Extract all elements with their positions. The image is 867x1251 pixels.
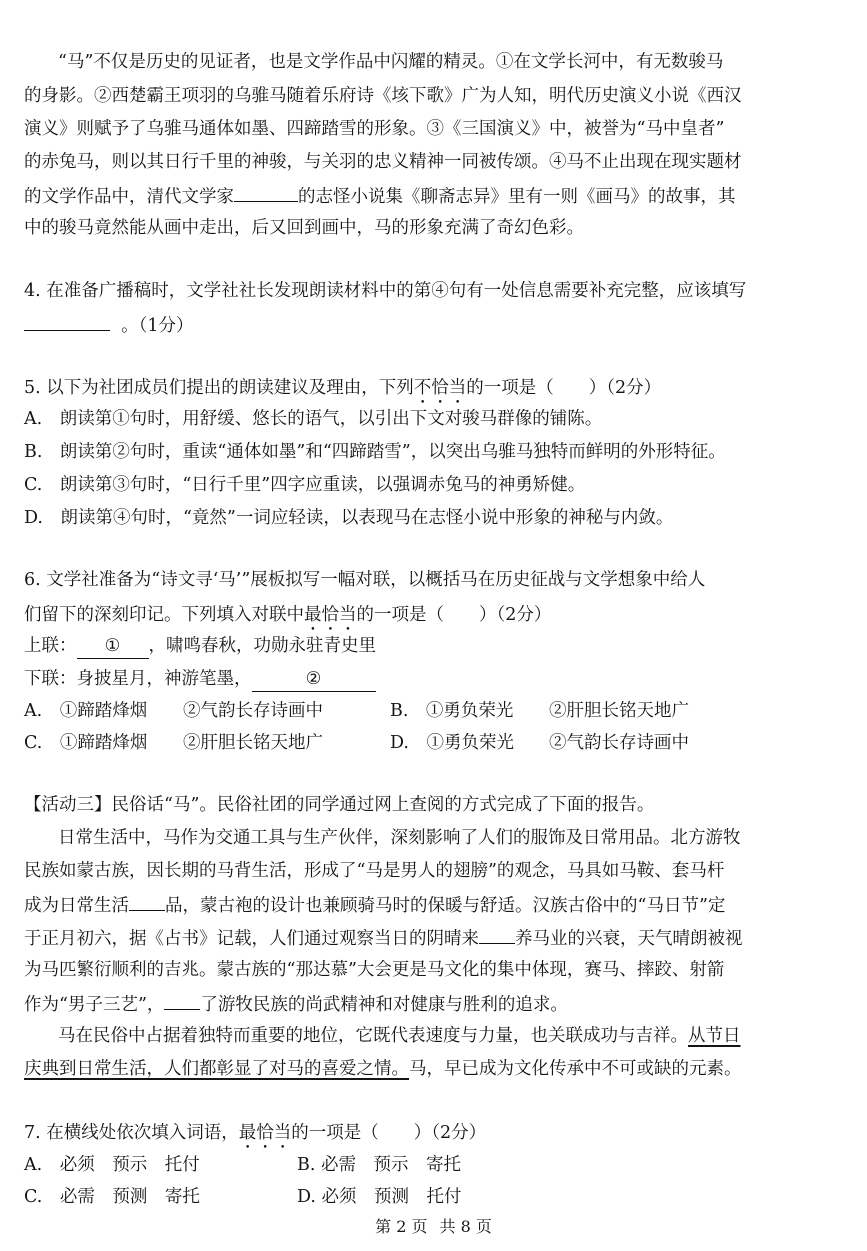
report-text: 作为“男子三艺”，	[24, 995, 165, 1015]
passage-line-4: 的赤兔马，则以其日行千里的神骏，与关羽的忠义精神一同被传颂。④马不止出现在现实题材	[24, 152, 742, 172]
passage-line-6: 中的骏马竟然能从画中走出，后又回到画中，马的形象充满了奇幻色彩。	[24, 218, 584, 238]
couplet-blank-1[interactable]: ①	[77, 638, 149, 659]
passage-line-2: 的身影。②西楚霸王项羽的乌骓马随着乐府诗《垓下歌》广为人知，明代历史演义小说《西汉	[24, 86, 742, 106]
question-4-stem: 4. 在准备广播稿时，文学社社长发现朗读材料中的第④句有一处信息需要补充完整，应该填写	[24, 281, 747, 301]
report-text: 马，早已成为文化传承中不可或缺的元素。	[409, 1059, 742, 1079]
question-5-option-b[interactable]: B. 朗读第②句时，重读“通体如墨”和“四蹄踏雪”，以突出乌骓马独特而鲜明的外形特征。	[24, 442, 726, 462]
report-line-6	[24, 995, 568, 1015]
couplet-label: 上联：	[24, 636, 77, 656]
report-text: 品，蒙古袍的设计也兼顾骑马时的保暖与舒适。汉族古俗中的“马日节”定	[165, 896, 726, 916]
lower-couplet	[24, 671, 376, 692]
report-line-7	[58, 1028, 741, 1046]
emphasis-text: 不恰当	[413, 378, 467, 398]
question-7-option-d[interactable]: D. 必须 预测 托付	[297, 1187, 462, 1207]
couplet-text: 下联：身披星月，神游笔墨，	[24, 669, 252, 689]
couplet-blank-2[interactable]: ②	[252, 671, 376, 692]
question-6-stem-2	[24, 605, 551, 635]
page-number: 第 2 页	[375, 1217, 428, 1236]
fill-blank-2[interactable]	[479, 929, 515, 944]
stem-text: 的一项是（ ）（2分）	[466, 378, 662, 398]
upper-couplet	[24, 638, 376, 659]
report-line-5: 为马匹繁衍顺利的吉兆。蒙古族的“那达慕”大会更是马文化的集中体现，赛马、摔跤、射箭	[24, 960, 725, 980]
fill-blank-1[interactable]	[129, 896, 165, 911]
emphasis-text: 最恰当	[304, 605, 357, 625]
underlined-sentence: 从节日	[688, 1026, 741, 1046]
stem-text: 的一项是（ ）（2分）	[291, 1123, 487, 1143]
stem-text: 7. 在横线处依次填入词语，	[24, 1123, 239, 1143]
report-line-8	[24, 1061, 742, 1079]
question-5-option-d[interactable]: D. 朗读第④句时，“竟然”一词应轻读，以表现马在志怪小说中形象的神秘与内敛。	[24, 508, 674, 528]
question-6-option-b[interactable]: B. ①勇负荣光	[390, 701, 514, 721]
page-total: 共 8 页	[439, 1217, 492, 1236]
passage-line-5	[24, 187, 736, 207]
passage-text: 的志怪小说集《聊斋志异》里有一则《画马》的故事，其	[298, 187, 736, 207]
question-4-score: 。（1分）	[121, 316, 194, 336]
report-text: 成为日常生活	[24, 896, 129, 916]
question-4-answer-line	[24, 316, 194, 336]
stem-text: 的一项是（ ）（2分）	[356, 605, 552, 625]
question-6-option-a[interactable]: A. ①蹄踏烽烟	[24, 701, 148, 721]
question-5-option-a[interactable]: A. 朗读第①句时，用舒缓、悠长的语气，以引出下文对骏马群像的铺陈。	[24, 409, 603, 429]
question-7-option-a[interactable]: A. 必须 预示 托付	[24, 1155, 200, 1175]
report-line-2: 民族如蒙古族，因长期的马背生活，形成了“马是男人的翅膀”的观念，马具如马鞍、套马杆	[24, 861, 725, 881]
question-6-stem-1: 6. 文学社准备为“诗文寻‘马’”展板拟写一幅对联，以概括马在历史征战与文学想象中给人	[24, 570, 706, 590]
report-line-1: 日常生活中，马作为交通工具与生产伙伴，深刻影响了人们的服饰及日常用品。北方游牧	[58, 828, 741, 848]
question-6-option-d-part2: ②气韵长存诗画中	[549, 733, 689, 753]
report-text: 于正月初六，据《占书》记载，人们通过观察当日的阴晴来	[24, 929, 479, 949]
fill-blank-3[interactable]	[164, 995, 200, 1010]
question-5-option-c[interactable]: C. 朗读第③句时，“日行千里”四字应重读，以强调赤兔马的神勇矫健。	[24, 475, 586, 495]
report-text: 养马业的兴衰，天气晴朗被视	[515, 929, 743, 949]
underlined-sentence: 庆典到日常生活，人们都彰显了对马的喜爱之情。	[24, 1059, 409, 1079]
author-blank[interactable]	[234, 187, 298, 202]
stem-text: 5. 以下为社团成员们提出的朗读建议及理由，下列	[24, 378, 414, 398]
question-5-stem	[24, 378, 661, 408]
question-6-option-a-part2: ②气韵长存诗画中	[183, 701, 323, 721]
question-6-option-c[interactable]: C. ①蹄踏烽烟	[24, 733, 148, 753]
emphasis-text: 最恰当	[238, 1123, 292, 1143]
question-7-option-b[interactable]: B. 必需 预示 寄托	[297, 1155, 461, 1175]
question-7-stem	[24, 1123, 486, 1153]
activity-3-title: 【活动三】民俗话“马”。民俗社团的同学通过网上查阅的方式完成了下面的报告。	[24, 795, 655, 815]
passage-line-1: “马”不仅是历史的见证者，也是文学作品中闪耀的精灵。①在文学长河中，有无数骏马	[58, 52, 724, 72]
report-text: 马在民俗中占据着独特而重要的地位，它既代表速度与力量，也关联成功与吉祥。	[58, 1026, 688, 1046]
report-text: 了游牧民族的尚武精神和对健康与胜利的追求。	[200, 995, 568, 1015]
question-7-option-c[interactable]: C. 必需 预测 寄托	[24, 1187, 200, 1207]
couplet-text: ，啸鸣春秋，功勋永驻青史里	[148, 636, 376, 656]
stem-text: 们留下的深刻印记。下列填入对联中	[24, 605, 304, 625]
answer-blank[interactable]	[24, 316, 110, 331]
question-6-option-c-part2: ②肝胆长铭天地广	[183, 733, 323, 753]
question-6-option-d[interactable]: D. ①勇负荣光	[390, 733, 514, 753]
question-6-option-b-part2: ②肝胆长铭天地广	[549, 701, 689, 721]
report-line-3	[24, 896, 725, 916]
passage-text: 的文学作品中，清代文学家	[24, 187, 234, 207]
page-footer	[0, 1214, 867, 1237]
passage-line-3: 演义》则赋予了乌骓马通体如墨、四蹄踏雪的形象。③《三国演义》中，被誉为“马中皇者”	[24, 119, 725, 139]
report-line-4	[24, 929, 743, 949]
